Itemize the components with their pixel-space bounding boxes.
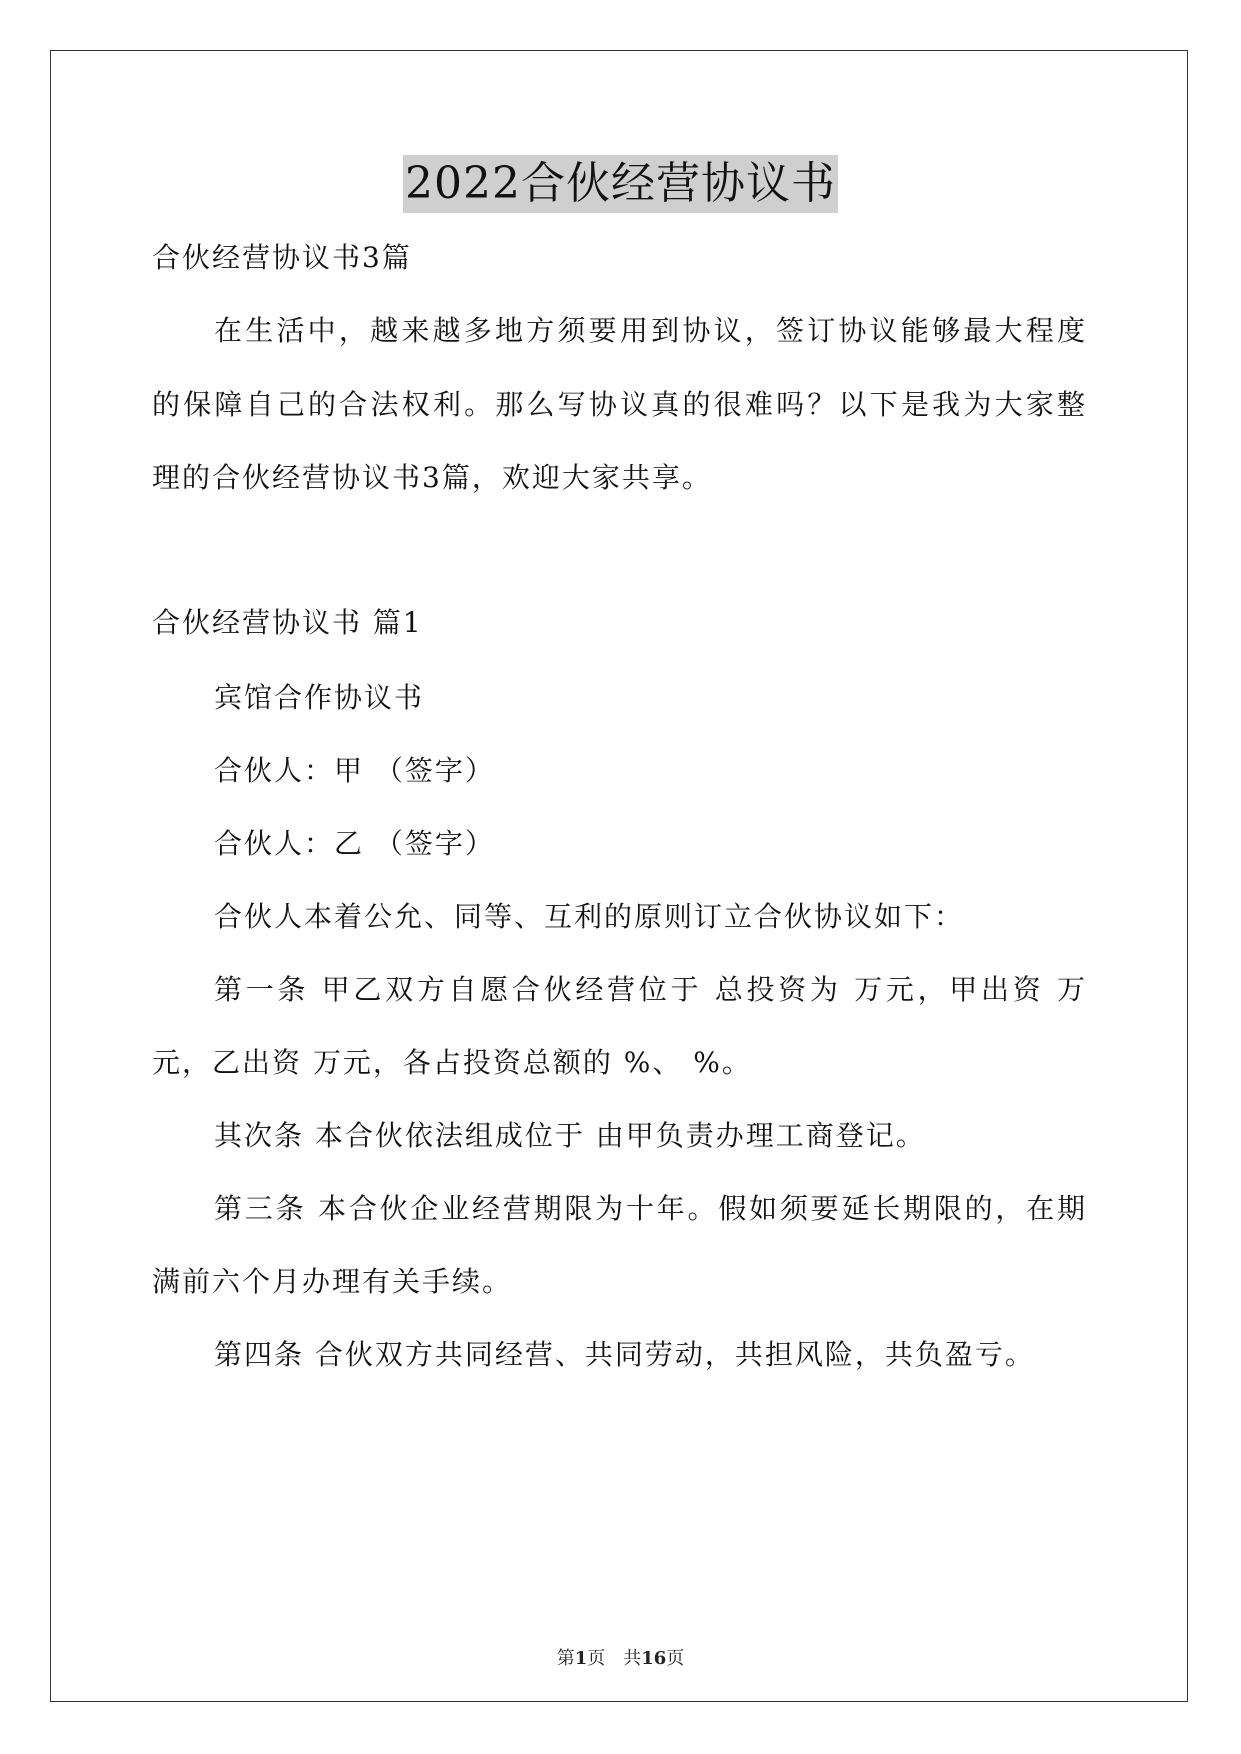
intro-line-2: 的保障自己的合法权利。那么写协议真的很难吗？以下是我为大家整 [152,388,1087,421]
footer-page-total: 16 [641,1648,667,1669]
principle-line: 合伙人本着公允、同等、互利的原则订立合伙协议如下： [214,900,965,933]
section-heading: 合伙经营协议书 篇1 [152,606,423,639]
article-1-line-2: 元，乙出资 万元，各占投资总额的 %、 %。 [152,1046,752,1079]
agreement-title: 宾馆合作协议书 [214,681,425,714]
subtitle-line: 合伙经营协议书3篇 [152,241,412,274]
page-footer [0,1647,1241,1671]
article-2-line: 其次条 本合伙依法组成位于 由甲负责办理工商登记。 [214,1119,926,1152]
article-3-line-1: 第三条 本合伙企业经营期限为十年。假如须要延长期限的，在期 [214,1192,1087,1225]
footer-prefix: 第 [556,1648,575,1669]
article-3-line-2: 满前六个月办理有关手续。 [152,1265,513,1298]
page-border [50,50,1188,1702]
intro-line-1: 在生活中，越来越多地方须要用到协议，签订协议能够最大程度 [214,314,1087,347]
footer-suffix: 页 [666,1648,685,1669]
footer-middle: 页 共 [587,1648,642,1669]
document-title: 2022合伙经营协议书 [403,155,838,213]
partner-a-line: 合伙人：甲 （签字） [214,754,495,787]
partner-b-line: 合伙人：乙 （签字） [214,827,495,860]
article-4-line: 第四条 合伙双方共同经营、共同劳动，共担风险，共负盈亏。 [214,1338,1035,1371]
article-1-line-1: 第一条 甲乙双方自愿合伙经营位于 总投资为 万元，甲出资 万 [214,973,1087,1006]
intro-line-3: 理的合伙经营协议书3篇，欢迎大家共享。 [152,461,712,494]
title-container [0,155,1241,213]
footer-page-current: 1 [574,1648,588,1669]
